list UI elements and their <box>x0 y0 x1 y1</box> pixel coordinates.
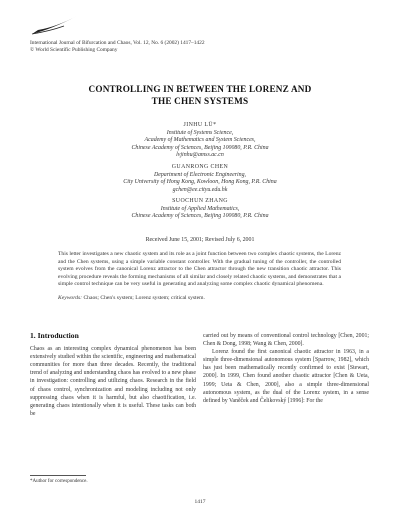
author-email: lvjinhu@amss.ac.cn <box>176 152 224 159</box>
title-line-2: THE CHEN SYSTEMS <box>151 96 249 106</box>
affiliation-line: Chinese Academy of Sciences, Beijing 100080, P.R. China <box>131 213 269 220</box>
section-heading: 1. Introduction <box>30 331 79 340</box>
journal-logo <box>30 14 80 36</box>
body-paragraph: Lorenz found the first canonical chaotic attractor in 1963, in a simple three-dimensional autonomous system [Sparrow, 1982], which has just been mathematically recently confirmed to exist [Stewart, 2000]. In 1999, Chen found another chaotic attractor [Chen & Ueta, 1999; Ueta & Chen, 2000], also a simple three-dimensional autonomous system, as the dual of the Lorenz system, in a sense defined by Vaněček and Čelikovský [1996]: For the <box>203 349 369 404</box>
left-column <box>30 332 196 418</box>
author-3 <box>0 198 400 221</box>
right-column <box>203 332 369 405</box>
received-dates: Received June 15, 2001; Revised July 6, 2001 <box>145 237 255 243</box>
footnote-divider <box>30 475 86 476</box>
affiliation-line: City University of Hong Kong, Kowloon, Hong Kong, P.R. China <box>123 179 277 186</box>
title-line-1: CONTROLLING IN BETWEEN THE LORENZ AND <box>88 84 312 94</box>
copyright-notice: © World Scientific Publishing Company <box>30 47 118 53</box>
body-paragraph: Chaos as an interesting complex dynamical phenomenon has been extensively studied within the scientific, engineering and mathematical communities for more than three decades. Recently, the traditional trend of analyzing and understanding chaos has evolved to a new phase in investigation: controlling and utilizing chaos. Research in the field of chaos control, synchronization and modeling including not only suppressing chaos when it is harmful, but also chaotification, i.e. generating chaos intentionally when it is useful. These tasks can both be <box>30 346 196 417</box>
affiliation-line: Institute of Systems Science, <box>166 129 234 136</box>
affiliation-line: Department of Electronic Engineering, <box>153 171 247 178</box>
author-name: JINHU LÜ* <box>183 122 217 128</box>
author-1 <box>0 122 400 160</box>
footnote: *Author for correspondence. <box>30 479 88 484</box>
abstract: This letter investigates a new chaotic system and its role as a joint function between two complex chaotic systems, the Lorenz and the Chen systems, using a simple variable constant controller. With the gradual tuning of the controller, the controlled system evolves from the canonical Lorenz attractor to the Chen attractor through the new transition chaotic attractor. This evolving procedure reveals the forming mechanisms of all similar and closely related chaotic systems, and demonstrates that a simple control technique can be very useful in generating and analyzing some complex chaotic dynamical phenomena. <box>58 251 341 288</box>
paper-title <box>0 83 400 107</box>
affiliation-line: Chinese Academy of Sciences, Beijing 100080, P.R. China <box>131 144 269 151</box>
affiliation-line: Institute of Applied Mathematics, <box>160 205 240 212</box>
affiliation-line: Academy of Mathematics and System Sciences, <box>144 137 256 144</box>
keywords-label: Keywords: <box>58 295 83 301</box>
journal-citation: International Journal of Bifurcation and Chaos, Vol. 12, No. 6 (2002) 1417–1422 <box>30 40 205 46</box>
author-email: gchen@ee.cityu.edu.hk <box>172 186 228 193</box>
body-paragraph: carried out by means of conventional control technology [Chen, 2001; Chen & Dong, 1998; Wang & Chen, 2000]. <box>203 333 369 348</box>
page-number: 1417 <box>194 499 206 505</box>
author-name: GUANRONG CHEN <box>171 164 229 170</box>
keywords-text: Chaos; Chen's system; Lorenz system; critical system. <box>83 295 205 301</box>
author-name: SUOCHUN ZHANG <box>172 198 228 204</box>
author-2 <box>0 164 400 194</box>
keywords <box>58 295 341 301</box>
